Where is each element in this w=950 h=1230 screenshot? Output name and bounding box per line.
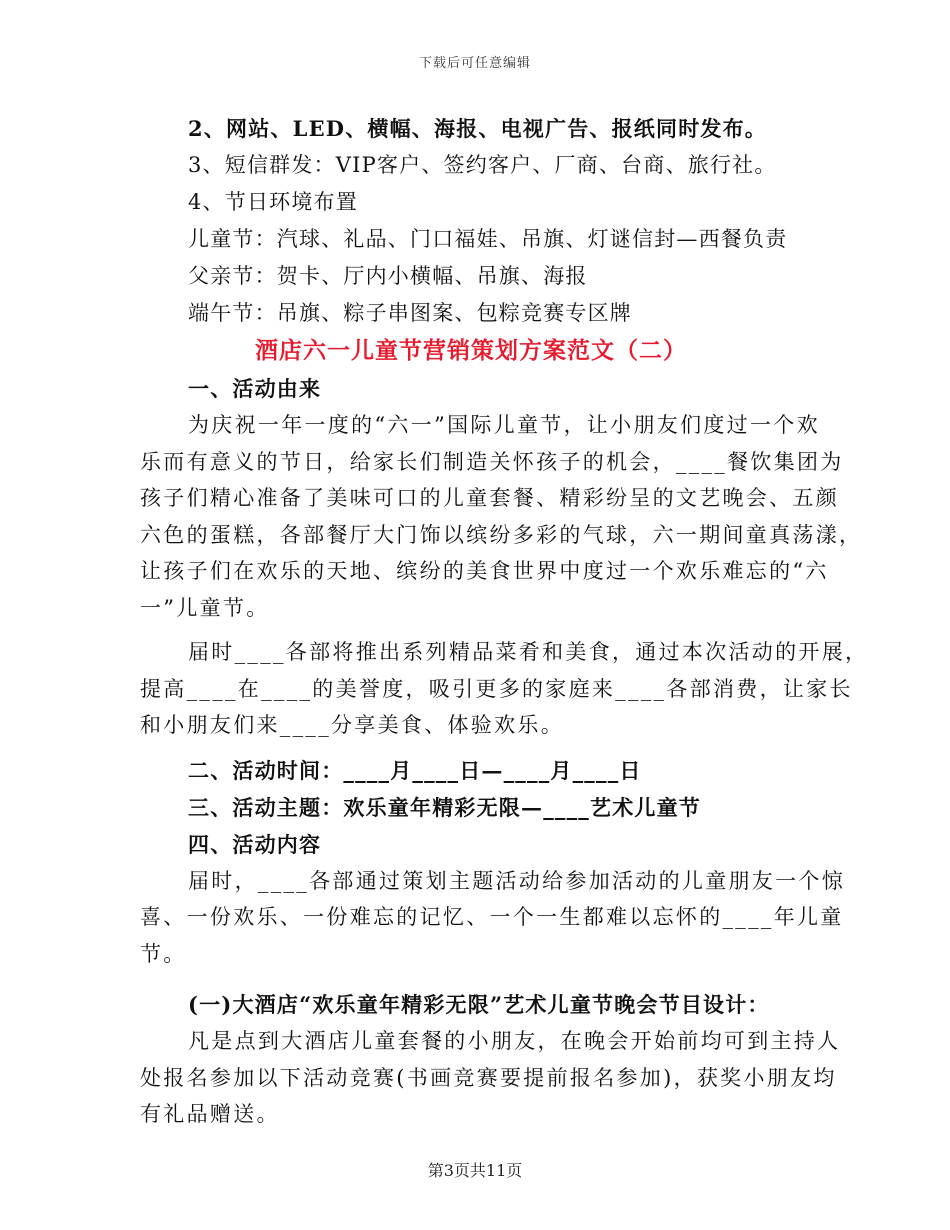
- section-4-para-line: 节。: [140, 941, 187, 966]
- intro-line-3: [140, 184, 812, 221]
- section-4-sub-para-line: 有礼品赠送。: [140, 1102, 280, 1126]
- section-2-heading: 二、活动时间：____月____日—____月____日: [188, 757, 642, 783]
- section-4-sub-heading: (一)大酒店“欢乐童年精彩无限”艺术儿童节晚会节目设计：: [188, 992, 770, 1017]
- intro-line-2: [140, 147, 812, 184]
- section-1-para-1-line: 乐而有意义的节日，给家长们制造关怀孩子的机会，____餐饮集团为: [140, 449, 844, 474]
- intro-line-2-text: 3、短信群发：VIP客户、签约客户、厂商、台商、旅行社。: [188, 153, 777, 177]
- section-1-para-1-line: 为庆祝一年一度的“六一”国际儿童节，让小朋友们度过一个欢: [188, 413, 820, 437]
- section-4-sub-para-line: 处报名参加以下活动竞赛(书画竞赛要提前报名参加)，获奖小朋友均: [140, 1065, 837, 1090]
- section-4-para-line: 喜、一份欢乐、一份难忘的记忆、一个一生都难以忘怀的____年儿童: [140, 905, 844, 929]
- intro-line-4-text: 儿童节：汽球、礼品、门口福娃、吊旗、灯谜信封—西餐负责: [188, 227, 788, 251]
- section-1-para-1-line: 孩子们精心准备了美味可口的儿童套餐、精彩纷呈的文艺晚会、五颜: [140, 486, 839, 510]
- section-4-sub-para-line: 凡是点到大酒店儿童套餐的小朋友，在晚会开始前均可到主持人: [188, 1029, 841, 1053]
- section-1-para-1-line: 六色的蛋糕，各部餐厅大门饰以缤纷多彩的气球，六一期间童真荡漾，: [140, 522, 863, 547]
- intro-line-6: [140, 295, 812, 332]
- section-1-para-1-line: 一”儿童节。: [140, 595, 270, 620]
- section-3-heading: 三、活动主题：欢乐童年精彩无限—____艺术儿童节: [188, 794, 701, 820]
- section-4-para-line: 届时，____各部通过策划主题活动给参加活动的儿童朋友一个惊: [188, 868, 845, 893]
- section-1-heading: 一、活动由来: [188, 376, 322, 401]
- intro-line-1-text: 2、网站、LED、横幅、海报、电视广告、报纸同时发布。: [188, 116, 767, 141]
- header-note: 下载后可任意编辑: [418, 56, 531, 71]
- intro-line-6-text: 端午节：吊旗、粽子串图案、包粽竞赛专区牌: [188, 301, 632, 325]
- section-4-heading: 四、活动内容: [188, 831, 322, 857]
- section-1-para-2-line: 提高____在____的美誉度，吸引更多的家庭来____各部消费，让家长: [140, 676, 853, 701]
- page-number: 第3页共11页: [427, 1161, 523, 1180]
- intro-line-3-text: 4、节日环境布置: [188, 190, 358, 214]
- intro-line-5: [140, 258, 812, 295]
- document-body: [140, 110, 869, 1133]
- section-1-para-1-line: 让孩子们在欢乐的天地、缤纷的美食世界中度过一个欢乐难忘的“六: [140, 559, 829, 583]
- intro-line-1: [140, 110, 812, 147]
- document-title: 酒店六一儿童节营销策划方案范文（二）: [255, 337, 687, 364]
- section-1-para-2-line: 和小朋友们来____分享美食、体验欢乐。: [140, 713, 564, 737]
- intro-line-4: [140, 221, 812, 258]
- section-1-para-2-line: 届时____各部将推出系列精品菜肴和美食，通过本次活动的开展，: [188, 640, 869, 664]
- intro-line-5-text: 父亲节：贺卡、厅内小横幅、吊旗、海报: [188, 264, 588, 288]
